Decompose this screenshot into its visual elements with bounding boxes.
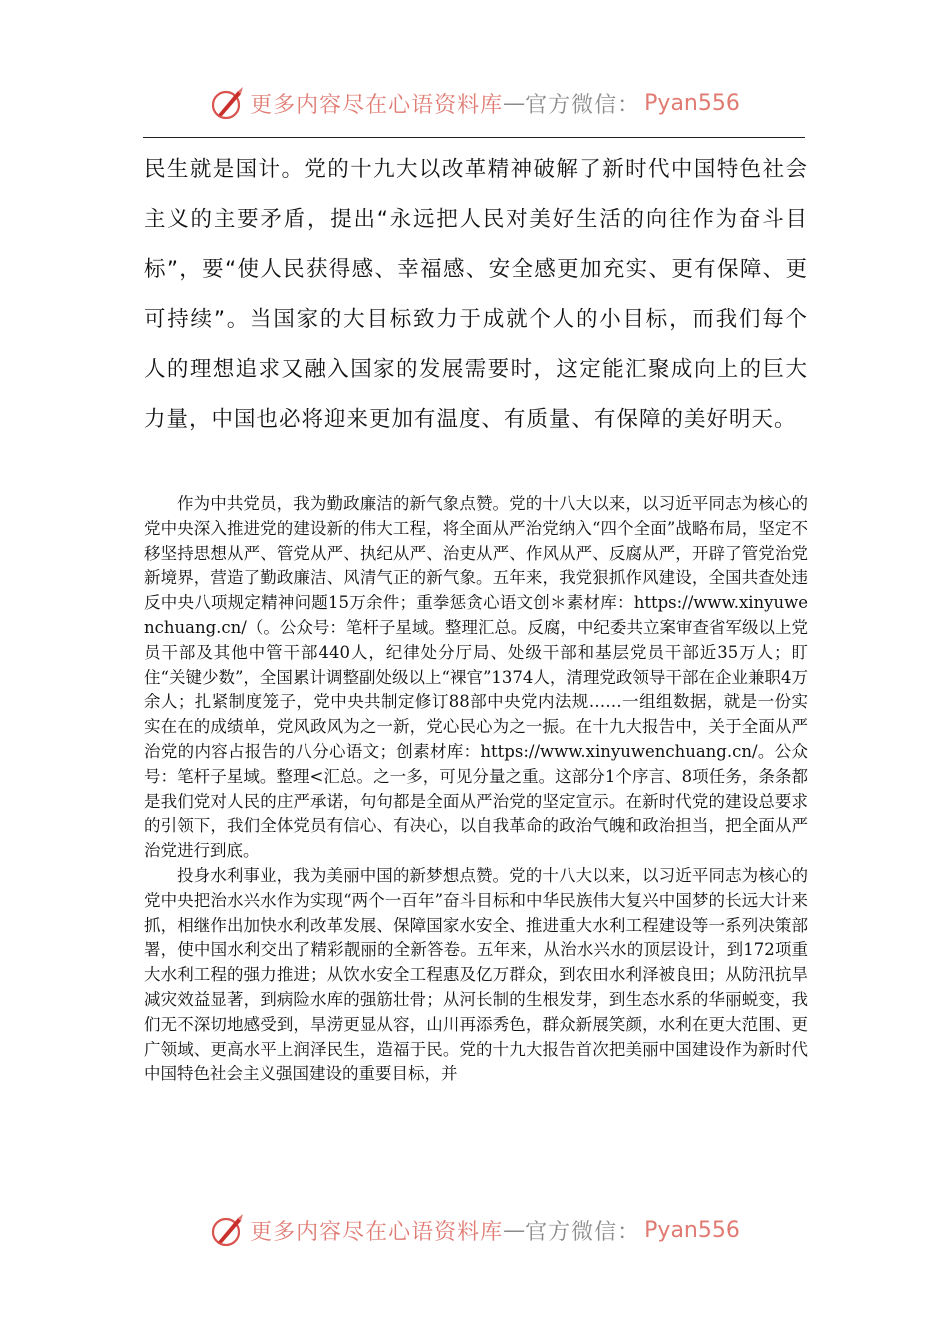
watermark-wechat-label: 官方微信：: [525, 1219, 641, 1245]
watermark-wechat-id: Pyan556: [644, 90, 740, 116]
header-watermark: [0, 78, 950, 128]
quill-logo-icon: [210, 85, 246, 121]
quill-logo-icon: [210, 1212, 246, 1248]
watermark-site-text: 更多内容尽在心语资料库: [250, 92, 504, 118]
watermark-wechat-label: 官方微信：: [525, 92, 641, 118]
watermark-site-text: 更多内容尽在心语资料库: [250, 1219, 504, 1245]
watermark-separator: —: [503, 90, 526, 116]
watermark-wechat-id: Pyan556: [644, 1217, 740, 1243]
body-paragraph-discipline: 作为中共党员，我为勤政廉洁的新气象点赞。党的十八大以来，以习近平同志为核心的党中央深入推进党的建设新的伟大工程，将全面从严治党纳入“四个全面”战略布局，坚定不移坚持思想从严、管党从严、执纪从严、治吏从严、作风从严、反腐从严，开辟了管党治党新境界，营造了勤政廉洁、风清气正的新气象。五年来，我党狠抓作风建设，全国共查处违反中央八项规定精神问题15万余件；重拳惩贪心语文创＊素材库：https://www.xinyuwenchuang.cn/（。公众号：笔杆子星域。整理汇总。反腐，中纪委共立案审查省军级以上党员干部及其他中管干部440人，纪律处分厅局、处级干部和基层党员干部近35万人；盯住“关键少数”，全国累计调整副处级以上“裸官”1374人，清理党政领导干部在企业兼职4万余人；扎紧制度笼子，党中央共制定修订88部中央党内法规……一组组数据，就是一份实实在在的成绩单，党风政风为之一新，党心民心为之一振。在十九大报告中，关于全面从严治党的内容占报告的八分心语文；创素材库：https://www.xinyuwenchuang.cn/。公众号：笔杆子星域。整理<汇总。之一多，可见分量之重。这部分1个序言、8项任务，条条都是我们党对人民的庄严承诺，句句都是全面从严治党的坚定宣示。在新时代党的建设总要求的引领下，我们全体党员有信心、有决心，以自我革命的政治气魄和政治担当，把全面从严治党进行到底。: [144, 494, 808, 861]
watermark-separator: —: [503, 1217, 526, 1243]
lead-paragraph: 民生就是国计。党的十九大以改革精神破解了新时代中国特色社会主义的主要矛盾，提出“永远把人民对美好生活的向往作为奋斗目标”，要“使人民获得感、幸福感、安全感更加充实、更有保障、更可持续”。当国家的大目标致力于成就个人的小目标，而我们每个人的理想追求又融入国家的发展需要时，这定能汇聚成向上的巨大力量，中国也必将迎来更加有温度、有质量、有保障的美好明天。: [144, 157, 808, 432]
body-paragraph-water: 投身水利事业，我为美丽中国的新梦想点赞。党的十八大以来，以习近平同志为核心的党中央把治水兴水作为实现“两个一百年”奋斗目标和中华民族伟大复兴中国梦的长远大计来抓，相继作出加快水利改革发展、保障国家水安全、推进重大水利工程建设等一系列决策部署，使中国水利交出了精彩靓丽的全新答卷。五年来，从治水兴水的顶层设计，到172项重大水利工程的强力推进；从饮水安全工程惠及亿万群众，到农田水利泽被良田；从防汛抗旱减灾效益显著，到病险水库的强筋壮骨；从河长制的生根发芽，到生态水系的华丽蜕变，我们无不深切地感受到，旱涝更显从容，山川再添秀色，群众新展笑颜，水利在更大范围、更广领域、更高水平上润泽民生，造福于民。党的十九大报告首次把美丽中国建设作为新时代中国特色社会主义强国建设的重要目标，并: [144, 865, 808, 1084]
lead-text-block: [144, 145, 808, 445]
footer-watermark: [0, 1205, 950, 1255]
body-text-block: [144, 492, 808, 1087]
header-divider: [143, 137, 805, 138]
